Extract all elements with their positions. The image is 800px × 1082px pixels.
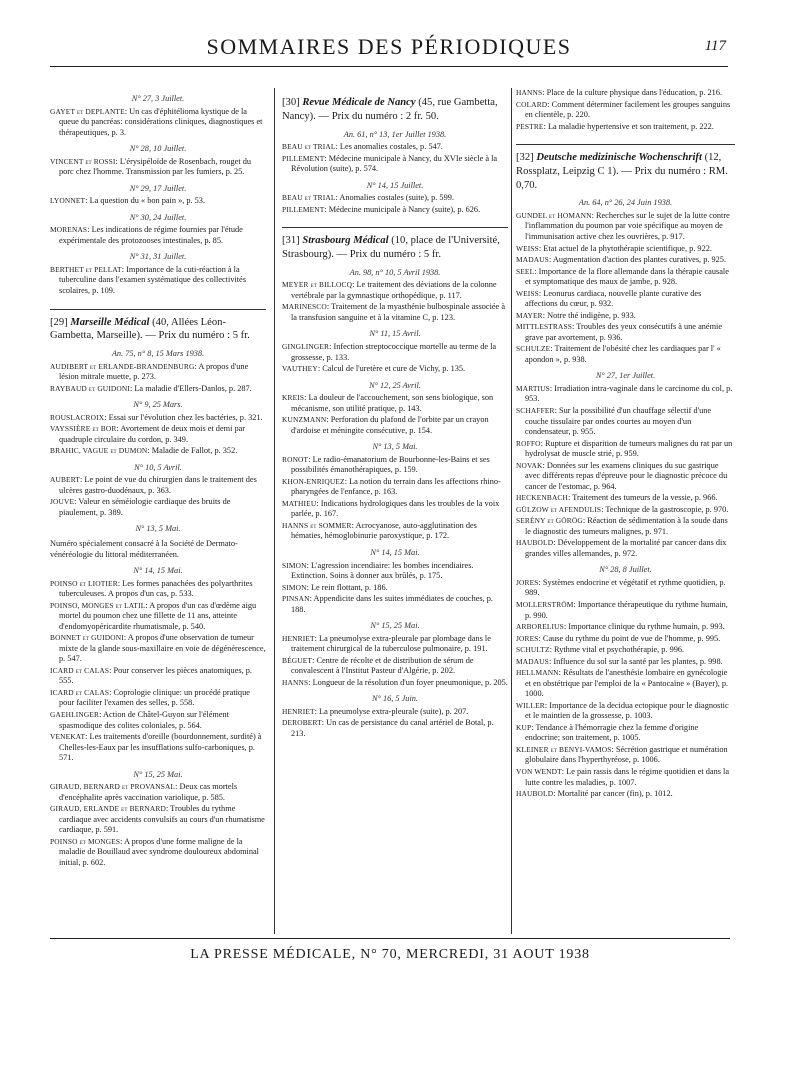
article-entry bbox=[50, 633, 266, 665]
article-authors: MITTLESTRASS bbox=[516, 322, 573, 332]
issue-date: N° 9, 25 Mars. bbox=[133, 400, 183, 410]
article-title: : Troubles du rythme cardiaque avec accidents convulsifs au cours d'un rhumatisme cardiaque, p. 591. bbox=[59, 804, 265, 835]
article-title: : Troubles des yeux consécutifs à une anémie grave par avortement, p. 936. bbox=[525, 322, 723, 342]
article-entry bbox=[282, 678, 508, 689]
article-title: : Un cas d'éphitélioma kystique de la queue du pancréas: considérations cliniques, diagnostiques et thérapeutiques, p. 3. bbox=[59, 106, 263, 137]
article-title: : Avortement de deux mois et demi par quadruple circulaire du cordon, p. 349. bbox=[59, 424, 246, 444]
journal-details: (40, Allées Léon-Gambetta, Marseille). — Prix du numéro : 5 fr. bbox=[50, 316, 250, 342]
article-authors: HENRIET bbox=[282, 706, 315, 716]
article-authors: GIRAUD, BERNARD et PROVANSAL bbox=[50, 782, 176, 792]
article-authors: JORES bbox=[516, 577, 539, 587]
article-title: : Technique de la gastroscopie, p. 970. bbox=[601, 504, 729, 514]
article-title: : Sur la possibilité d'un chauffage sélectif d'une couche tissulaire par ondes courtes au moyen d'un condensateur, p. 955. bbox=[525, 405, 712, 437]
article-authors: AUDIBERT et ERLANDE-BRANDENBURG bbox=[50, 361, 195, 371]
article-entry bbox=[282, 342, 508, 363]
issue-date: N° 16, 5 Juin. bbox=[372, 694, 418, 704]
article-title: : Les formes panachées des polyarthrites tuberculeuses. A propos d'un cas, p. 533. bbox=[59, 578, 253, 599]
article-title: : Influence du sol sur la santé par les plantes, p. 998. bbox=[548, 656, 723, 666]
article-entry bbox=[50, 497, 266, 518]
article-entry bbox=[282, 477, 508, 498]
article-title: : L'érysipéloïde de Rosenbach, rouget du porc chez l'homme. Transmission par les fumiers, p. 25. bbox=[59, 156, 252, 177]
article-authors: PILLEMENT bbox=[282, 153, 325, 163]
article-entry bbox=[282, 142, 508, 153]
article-authors: HAUBOLD bbox=[516, 538, 554, 548]
article-authors: MAYER bbox=[516, 310, 543, 320]
article-entry bbox=[282, 193, 508, 204]
article-authors: MEYER et BILLOCQ bbox=[282, 280, 353, 290]
column-divider bbox=[274, 88, 275, 934]
article-entry bbox=[516, 578, 735, 599]
article-entry bbox=[50, 666, 266, 687]
issue-note: Numéro spécialement consacré à la Société de Dermato-vénéréologie du littoral méditerranéen. bbox=[50, 539, 238, 559]
article-title: : A propos d'une forme maligne de la maladie de Bouillaud avec syndrome douloureux abdominal initial, p. 602. bbox=[59, 836, 259, 867]
article-authors: KLEINER et BENYI-VAMOS bbox=[516, 744, 612, 754]
article-authors: MOLLERSTRÖM bbox=[516, 600, 574, 610]
issue-date: N° 13, 5 Mai. bbox=[372, 442, 418, 452]
article-authors: HENRIET bbox=[282, 633, 315, 643]
article-authors: SIMON bbox=[282, 560, 307, 570]
article-entry bbox=[282, 594, 508, 615]
article-authors: GAEHLINGER bbox=[50, 709, 100, 719]
issue-date: An. 61, n° 13, 1er Juillet 1938. bbox=[343, 129, 447, 139]
article-entry bbox=[50, 710, 266, 731]
article-authors: HANNS bbox=[282, 677, 309, 687]
journal-heading bbox=[50, 309, 266, 344]
article-title: : La pneumolyse extra-pleurale (suite), p. 207. bbox=[314, 706, 469, 716]
issue-date: N° 13, 5 Mai. bbox=[135, 524, 181, 534]
article-authors: JOUVE bbox=[50, 497, 75, 507]
article-title: : La maladie hypertensive et son traitement, p. 222. bbox=[543, 121, 714, 131]
article-entry bbox=[516, 100, 735, 121]
article-authors: ICARD et CALAS bbox=[50, 687, 110, 697]
article-title: : Leonurus cardiaca, nouvelle plante curative des affections du cœur, p. 932. bbox=[525, 288, 702, 309]
issue-date: N° 12, 25 Avril. bbox=[369, 380, 421, 390]
article-title: : Valeur en séméiologie cardiaque des bruits de piaulement, p. 389. bbox=[59, 497, 231, 517]
issue-date: N° 28, 10 Juillet. bbox=[129, 144, 187, 154]
issue-date: N° 30, 24 Juillet. bbox=[129, 212, 187, 222]
article-title: : Le traitement des déviations de la colonne vertébrale par la gymnastique orthopédique, p. 117. bbox=[291, 280, 497, 300]
article-entry bbox=[50, 446, 266, 457]
article-entry bbox=[282, 205, 508, 216]
article-authors: PILLEMENT bbox=[282, 204, 325, 214]
article-title: : Pour conserver les pièces anatomiques, p. 555. bbox=[59, 665, 252, 686]
journal-name: Marseille Médical bbox=[70, 316, 150, 328]
issue-date: N° 14, 15 Mai. bbox=[370, 548, 420, 557]
article-authors: MADAUS bbox=[516, 656, 549, 666]
article-authors: ARBORELIUS bbox=[516, 622, 564, 632]
article-entry bbox=[516, 767, 735, 788]
article-authors: SERÉNY et GÖRÖG bbox=[516, 516, 583, 526]
article-authors: POINSO et LIOTIER bbox=[50, 578, 118, 588]
article-title: : Traitement de l'obésité chez les cardiaques par l' « apondon », p. 938. bbox=[525, 344, 721, 364]
page-title: SOMMAIRES DES PÉRIODIQUES bbox=[206, 34, 572, 59]
page-footer bbox=[50, 938, 730, 969]
article-title: : Systèmes endocrine et végétatif et rythme quotidien, p. 989. bbox=[525, 577, 726, 598]
article-title: : Traitement de la myasthénie bulbospinale associée à la transfusion sanguine et à la vitamine C, p. 123. bbox=[291, 302, 505, 322]
article-entry bbox=[516, 516, 735, 537]
article-title: : Action de Châtel-Guyon sur l'élément spasmodique des colites coloniales, p. 564. bbox=[59, 709, 229, 730]
article-title: : Un cas de persistance du canal artériel de Botal, p. 213. bbox=[291, 718, 494, 738]
article-title: : A propos d'un cas d'œdème aigu mortel du poumon chez une fillette de 11 ans, atteinte d'endomyopéricardite rhumatismale, p. 540. bbox=[59, 600, 257, 631]
article-title: : La maladie d'Ellers-Danlos, p. 287. bbox=[129, 383, 252, 393]
article-entry bbox=[516, 439, 735, 460]
article-authors: SCHULTZ bbox=[516, 645, 550, 655]
article-title: : Le point de vue du chirurgien dans le traitement des ulcères gastro-duodénaux, p. 363. bbox=[59, 475, 257, 495]
article-authors: ICARD et CALAS bbox=[50, 665, 110, 675]
article-entry bbox=[282, 561, 508, 582]
article-title: : Place de la culture physique dans l'éducation, p. 216. bbox=[542, 88, 723, 97]
article-entry bbox=[516, 211, 735, 243]
article-title: : Médecine municipale à Nancy, du XVIe siècle à la Révolution (suite), p. 574. bbox=[291, 153, 498, 174]
article-title: : Etat actuel de la phytothérapie scientifique, p. 922. bbox=[538, 243, 712, 253]
article-authors: HELLMANN bbox=[516, 668, 559, 678]
article-entry bbox=[516, 600, 735, 621]
article-entry bbox=[50, 362, 266, 383]
article-authors: GIRAUD, ERLANDE et BERNARD bbox=[50, 804, 166, 814]
article-entry bbox=[516, 267, 735, 288]
article-title: : La question du « bon pain », p. 53. bbox=[85, 196, 206, 206]
article-authors: RAYBAUD et GUIDONI bbox=[50, 383, 130, 393]
article-title: : Le rein flottant, p. 186. bbox=[306, 582, 388, 592]
journal-number: [29] bbox=[50, 316, 68, 328]
article-authors: KUNZMANN bbox=[282, 415, 327, 425]
article-title: : Importance thérapeutique du rythme humain, p. 990. bbox=[525, 600, 728, 620]
article-title: : Longueur de la résolution d'un foyer pneumonique, p. 205. bbox=[308, 677, 508, 687]
article-authors: WEISS bbox=[516, 288, 539, 298]
article-title: : Centre de récolte et de distribution de sérum de convalescent à l'Institut Pasteur d'Algérie, p. 202. bbox=[291, 655, 474, 676]
issue-date: N° 29, 17 Juillet. bbox=[129, 183, 187, 193]
journal-name: Revue Médicale de Nancy bbox=[302, 97, 416, 108]
article-title: : L'agression incendiaire: les bombes incendiaires. Extinction. Soins à donner aux brûlés, p. 175. bbox=[291, 560, 474, 581]
article-title: : Deux cas mortels d'encéphalite après vaccination variolique, p. 585. bbox=[59, 782, 238, 802]
journal-heading bbox=[282, 92, 508, 124]
article-title: : Essai sur l'évolution chez les bactéries, p. 321. bbox=[104, 412, 263, 422]
article-entry bbox=[516, 505, 735, 516]
article-entry bbox=[282, 499, 508, 520]
article-entry bbox=[516, 745, 735, 766]
article-authors: VINCENT et ROSSI bbox=[50, 156, 116, 166]
issue-date: N° 15, 25 Mai. bbox=[370, 621, 420, 631]
article-title: : Acrocyanose, auto-agglutination des hématies, hémoglobinurie paroxystique, p. 172. bbox=[291, 520, 477, 541]
article-entry bbox=[50, 107, 266, 139]
article-authors: BEAU et TRIAL bbox=[282, 142, 336, 152]
article-entry bbox=[50, 157, 266, 178]
journal-number: [31] bbox=[282, 235, 300, 247]
article-entry bbox=[516, 311, 735, 322]
article-entry bbox=[516, 322, 735, 343]
article-title: : Tendance à l'hémorragie chez la femme d'origine endocrine; son traitement, p. 1005. bbox=[525, 722, 699, 743]
article-entry bbox=[282, 415, 508, 436]
article-authors: POINSO, MONGES et LATIL bbox=[50, 600, 146, 610]
article-authors: MATHIEU bbox=[282, 498, 317, 508]
article-title: : Calcul de l'uretère et cure de Vichy, p. 135. bbox=[317, 364, 466, 374]
issue-date: N° 14, 15 Juillet. bbox=[366, 180, 424, 190]
article-title: : Cause du rythme du point de vue de l'homme, p. 995. bbox=[538, 633, 721, 643]
article-entry bbox=[50, 601, 266, 633]
article-authors: HANNS et SOMMER bbox=[282, 520, 352, 530]
article-authors: LYONNET bbox=[50, 196, 86, 206]
article-entry bbox=[516, 255, 735, 266]
article-entry bbox=[282, 455, 508, 476]
article-authors: WEISS bbox=[516, 243, 539, 253]
article-title: : A propos d'une observation de tumeur mixte de la glande sous-maxillaire en voie de dégénérescence, p. 547. bbox=[59, 633, 266, 664]
article-entry bbox=[282, 583, 508, 594]
article-entry bbox=[516, 244, 735, 255]
article-entry bbox=[516, 634, 735, 645]
article-entry bbox=[50, 265, 266, 297]
article-entry bbox=[516, 622, 735, 633]
article-title: : Rupture et disparition de tumeurs malignes du rat par un hydrolysat de muscle strié, p. 959. bbox=[525, 438, 733, 459]
article-title: : Appendicite dans les suites immédiates de couches, p. 188. bbox=[291, 594, 494, 614]
column-middle bbox=[282, 88, 508, 936]
article-title: : Les traitements d'oreille (bourdonnement, surdité) à Chelles-les-Eaux par les insufflations sulfo-carboniques, p. 571. bbox=[59, 732, 262, 763]
issue-date: N° 15, 25 Mai. bbox=[133, 769, 183, 779]
article-title: : Coprologie clinique: un procédé pratique pour faciliter l'examen des selles, p. 558. bbox=[59, 687, 250, 708]
article-title: : Mortalité par cancer (fin), p. 1012. bbox=[553, 789, 673, 799]
column-left bbox=[50, 88, 266, 936]
article-authors: NOVAK bbox=[516, 460, 543, 470]
article-authors: VON WENDT bbox=[516, 766, 562, 776]
article-entry bbox=[282, 521, 508, 542]
article-entry bbox=[50, 579, 266, 600]
article-title: : Le radio-émanatorium de Bourbonne-les-Bains et ses possibilités émanothérapiques, p. 159. bbox=[291, 454, 490, 475]
article-entry bbox=[282, 718, 508, 739]
article-authors: GINGLINGER bbox=[282, 341, 330, 351]
issue-date: N° 10, 5 Avril. bbox=[134, 462, 182, 472]
footer-text: LA PRESSE MÉDICALE, N° 70, MERCREDI, 31 AOUT 1938 bbox=[190, 947, 590, 962]
article-title: : Traitement des tumeurs de la vessie, p. 966. bbox=[568, 493, 718, 503]
article-authors: PINSAN bbox=[282, 594, 310, 604]
article-authors: RONOT bbox=[282, 454, 309, 464]
article-authors: WILLER bbox=[516, 700, 545, 710]
article-entry bbox=[516, 789, 735, 800]
article-authors: AUBERT bbox=[50, 475, 81, 485]
article-entry bbox=[282, 707, 508, 718]
article-title: : Infection streptococcique mortelle au terme de la grossesse, p. 133. bbox=[291, 341, 497, 362]
journal-name: Strasbourg Médical bbox=[302, 235, 389, 247]
page-number: 117 bbox=[704, 38, 726, 54]
article-title: : La douleur de l'accouchement, son sens biologique, son mécanisme, son utilité pratique, p. 143. bbox=[291, 393, 494, 413]
article-title: : Comment déterminer facilement les groupes sanguins en clientèle, p. 220. bbox=[525, 99, 731, 120]
article-entry bbox=[516, 701, 735, 722]
article-entry bbox=[50, 837, 266, 869]
article-authors: POINSO et MONGES bbox=[50, 836, 121, 846]
article-title: : Maladie de Fallot, p. 352. bbox=[147, 446, 238, 456]
article-title: : Données sur les examens cliniques du suc gastrique avec différents repas d'épreuve pour le diagnostic précoce du cancer de l'estomac, p. 964. bbox=[525, 460, 728, 491]
journal-details: (45, rue Gambetta, Nancy). — Prix du numéro : 2 fr. 50. bbox=[282, 97, 498, 122]
journal-heading bbox=[282, 227, 508, 262]
article-entry bbox=[516, 657, 735, 668]
article-entry bbox=[516, 645, 735, 656]
article-entry bbox=[50, 384, 266, 395]
article-entry bbox=[516, 723, 735, 744]
journal-heading bbox=[516, 144, 735, 192]
article-entry bbox=[516, 461, 735, 493]
article-title: : La pneumolyse extra-pleurale par plombage dans le traitement chirurgical de la tuberculose pulmonaire, p. 191. bbox=[291, 633, 491, 654]
article-entry bbox=[50, 688, 266, 709]
article-entry bbox=[516, 493, 735, 504]
article-authors: VAYSSIÈRE et BOR bbox=[50, 424, 117, 434]
article-title: : Recherches sur le sujet de la lutte contre l'inflammation du poumon par voie spécifique au moyen de l'immunisation active chez les ouvrières, p. 917. bbox=[525, 210, 730, 242]
article-authors: HANNS bbox=[516, 88, 543, 97]
article-authors: VENEKAT bbox=[50, 732, 86, 742]
article-authors: MORENAS bbox=[50, 225, 88, 235]
article-title: : Résultats de l'anesthésie lombaire en gynécologie et en obstétrique par l'emploi de la « Pantocaïne » (Bayer), p. 1000. bbox=[525, 668, 729, 699]
article-entry bbox=[50, 782, 266, 803]
article-authors: SCHAFFER bbox=[516, 405, 555, 415]
article-authors: GAYET et DEPLANTE bbox=[50, 106, 125, 116]
article-title: : Médecine municipale à Nancy (suite), p. 626. bbox=[324, 204, 481, 214]
article-authors: SIMON bbox=[282, 582, 307, 592]
article-title: : Les anomalies costales, p. 547. bbox=[335, 142, 443, 152]
journal-number: [30] bbox=[282, 97, 300, 108]
article-title: : Importance de la flore allemande dans la thérapie causale et symptomatique des maux de jambe, p. 928. bbox=[525, 266, 729, 287]
article-entry bbox=[516, 384, 735, 405]
article-authors: SEEL bbox=[516, 266, 535, 276]
article-entry bbox=[50, 413, 266, 424]
article-entry bbox=[282, 364, 508, 375]
article-title: : Les indications de régime fournies par l'étude expérimentale des protozooses intestinales, p. 85. bbox=[59, 225, 243, 245]
article-authors: VAUTHEY bbox=[282, 364, 318, 374]
article-entry bbox=[516, 289, 735, 310]
article-title: : Importance de la cuti-réaction à la tuberculine dans l'examen systématique des collectivités scolaires, p. 109. bbox=[59, 264, 246, 295]
article-entry bbox=[282, 302, 508, 323]
article-authors: HECKENBACH bbox=[516, 493, 569, 503]
article-authors: GUNDEL et HOMANN bbox=[516, 210, 592, 220]
article-entry bbox=[516, 538, 735, 559]
article-authors: KREIS bbox=[282, 393, 305, 403]
article-entry bbox=[516, 344, 735, 365]
article-authors: HAUBOLD bbox=[516, 789, 554, 799]
article-authors: JORES bbox=[516, 633, 539, 643]
article-entry bbox=[50, 424, 266, 445]
article-title: : Développement de la mortalité par cancer dans dix grandes villes allemandes, p. 972. bbox=[525, 538, 727, 558]
issue-date: N° 31, 31 Juillet. bbox=[129, 252, 187, 262]
article-authors: ROFFO bbox=[516, 438, 541, 448]
article-authors: KHON-ENRIQUEZ bbox=[282, 476, 345, 486]
article-title: : Réaction de sédimentation à la soude dans le diagnostic des tumeurs malignes, p. 971. bbox=[525, 516, 728, 536]
article-entry bbox=[50, 475, 266, 496]
article-authors: BERTHET et PELLAT bbox=[50, 264, 122, 274]
journal-name: Deutsche medizinische Wochenschrift bbox=[536, 152, 702, 164]
article-entry bbox=[516, 88, 735, 99]
article-entry bbox=[516, 122, 735, 133]
journal-details: (12, Rossplatz, Leipzig C 1). — Prix du numéro : RM. 0,70. bbox=[516, 152, 728, 191]
article-title: : Notre thé indigène, p. 933. bbox=[542, 310, 636, 320]
article-title: : Augmentation d'action des plantes curatives, p. 925. bbox=[548, 255, 727, 265]
article-title: : Le pain rassis dans le régime quotidien et dans la lutte contre les maladies, p. 1007. bbox=[525, 766, 730, 787]
article-entry bbox=[50, 196, 266, 207]
article-entry bbox=[516, 668, 735, 700]
issue-date: N° 14, 15 Mai. bbox=[133, 566, 183, 576]
article-authors: BÉGUET bbox=[282, 655, 313, 665]
article-authors: ROUSLACROIX bbox=[50, 412, 105, 422]
article-authors: BRAHIC, VAGUE et DUMON bbox=[50, 446, 148, 456]
article-authors: GÜLZOW et AFENDULIS bbox=[516, 504, 602, 514]
article-title: : Irradiation intra-vaginale dans le carcinome du col, p. 953. bbox=[525, 383, 733, 404]
column-right bbox=[516, 88, 735, 936]
article-entry bbox=[282, 634, 508, 655]
article-entry bbox=[50, 225, 266, 246]
article-title: : Perforation du plafond de l'orbite par un crayon d'ardoise et méningite consécutive, p. 154. bbox=[291, 415, 489, 435]
article-entry bbox=[50, 732, 266, 764]
issue-date: N° 27, 3 Juillet. bbox=[131, 94, 185, 103]
article-title: : Importance de la decidua ectopique pour le diagnostic et le maintien de la grossesse, p. 1003. bbox=[525, 700, 729, 721]
journal-number: [32] bbox=[516, 152, 534, 164]
column-divider bbox=[511, 88, 512, 934]
article-title: : A propos d'une lésion mitrale muette, p. 273. bbox=[59, 361, 249, 382]
article-authors: MARINESCO bbox=[282, 302, 327, 312]
article-entry bbox=[282, 656, 508, 677]
issue-date: N° 11, 15 Avril. bbox=[369, 329, 421, 339]
article-authors: KUP bbox=[516, 722, 532, 732]
article-authors: COLARD bbox=[516, 99, 548, 109]
article-authors: DEROBERT bbox=[282, 718, 322, 728]
article-title: : Rythme vital et psychothérapie, p. 996. bbox=[549, 645, 685, 655]
article-authors: PESTRE bbox=[516, 121, 544, 131]
article-entry bbox=[282, 154, 508, 175]
article-entry bbox=[516, 406, 735, 438]
article-entry bbox=[282, 280, 508, 301]
issue-date: An. 98, n° 10, 5 Avril 1938. bbox=[349, 267, 441, 277]
issue-date: N° 27, 1er Juillet. bbox=[595, 371, 656, 381]
article-entry bbox=[282, 393, 508, 414]
page-header bbox=[50, 30, 728, 67]
article-entry bbox=[50, 804, 266, 836]
issue-date: An. 64, n° 26, 24 Juin 1938. bbox=[578, 198, 673, 208]
issue-date: An. 75, n° 8, 15 Mars 1938. bbox=[111, 349, 205, 359]
article-title: : Sécrétion gastrique et numération globulaire dans l'hyperthyréose, p. 1006. bbox=[525, 744, 728, 765]
article-authors: BONNET et GUIDONI bbox=[50, 633, 124, 643]
article-authors: MARTIUS bbox=[516, 383, 550, 393]
article-authors: SCHULZE bbox=[516, 344, 551, 354]
article-title: : Indications hydrologiques dans les troubles de la voix parlée, p. 167. bbox=[291, 498, 500, 519]
article-title: : La notion du terrain dans les affections rhino-pharyngées de l'enfance, p. 163. bbox=[291, 476, 501, 497]
article-title: : Importance clinique du rythme humain, p. 993. bbox=[563, 622, 725, 632]
article-authors: BEAU et TRIAL bbox=[282, 193, 336, 203]
issue-date: N° 28, 8 Juillet. bbox=[599, 565, 652, 575]
article-authors: MADAUS bbox=[516, 255, 549, 265]
article-title: : Anomalies costales (suite), p. 599. bbox=[335, 193, 454, 203]
journal-details: (10, place de l'Université, Strasbourg). — Prix du numéro : 5 fr. bbox=[282, 235, 500, 261]
